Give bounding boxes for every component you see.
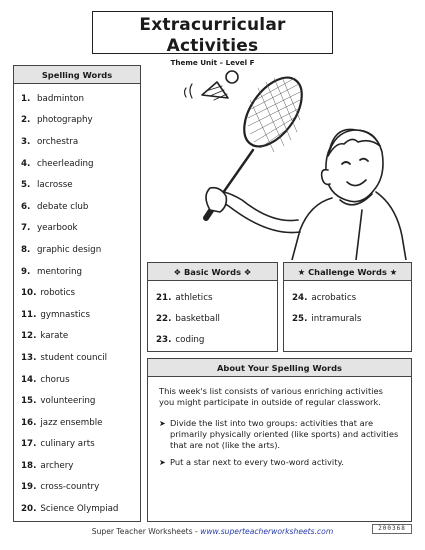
title-box (92, 11, 333, 67)
about-words-heading: About Your Spelling Words (148, 359, 411, 377)
list-item: 6. debate club (21, 201, 89, 212)
list-item: 13. student council (21, 352, 108, 363)
footer-link[interactable]: www.superteacherworksheets.com (200, 527, 334, 536)
list-item: 22. basketball (156, 313, 220, 324)
arrow-icon: ➤ (159, 418, 166, 428)
footer-prefix: Super Teacher Worksheets - (91, 527, 201, 536)
about-intro: This week's list consists of various enriching activities you might participate in outside of regular classwork. (159, 386, 383, 408)
list-item: 15. volunteering (21, 396, 96, 407)
list-item: 24. acrobatics (292, 292, 357, 303)
spelling-words-list (14, 84, 140, 520)
instruction-item (159, 418, 400, 452)
shuttlecock-icon (185, 71, 239, 100)
spelling-words-panel (13, 65, 141, 522)
challenge-words-list (284, 281, 411, 329)
boy-head (322, 129, 383, 201)
list-item: 12. karate (21, 331, 69, 342)
list-item: 11. gymnastics (21, 309, 90, 320)
instruction-text: Put a star next to every two-word activity. (170, 457, 344, 468)
worksheet-code: 200368 (372, 524, 412, 534)
page-subtitle: Theme Unit – Level F (170, 58, 255, 67)
challenge-words-panel (283, 262, 412, 352)
badminton-boy-illustration (150, 60, 412, 260)
basic-words-heading: ❖ Basic Words ❖ (148, 263, 277, 281)
about-words-body (148, 377, 411, 469)
basic-words-list (148, 281, 277, 350)
boy-body (206, 188, 406, 260)
footer (0, 527, 425, 536)
list-item: 9. mentoring (21, 266, 83, 277)
list-item: 4. cheerleading (21, 158, 94, 169)
list-item: 1. badminton (21, 93, 84, 104)
spelling-words-heading: Spelling Words (14, 66, 140, 84)
about-words-panel (147, 358, 412, 522)
list-item: 17. culinary arts (21, 439, 95, 450)
arrow-icon: ➤ (159, 458, 166, 468)
list-item: 20. Science Olympiad (21, 504, 119, 515)
list-item: 5. lacrosse (21, 180, 73, 191)
basic-words-panel (147, 262, 278, 352)
list-item: 19. cross-country (21, 482, 100, 493)
list-item: 18. archery (21, 460, 74, 471)
list-item: 7. yearbook (21, 223, 78, 234)
instruction-text: Divide the list into two groups: activities that are primarily physically oriented (like sports) and activities that are not (like the arts). (170, 417, 399, 451)
list-item: 10. robotics (21, 288, 76, 299)
list-item: 16. jazz ensemble (21, 417, 103, 428)
list-item: 21. athletics (156, 292, 213, 303)
list-item: 25. intramurals (292, 313, 362, 324)
list-item: 3. orchestra (21, 136, 79, 147)
instruction-item (159, 457, 400, 468)
list-item: 8. graphic design (21, 244, 102, 255)
challenge-words-heading: ★ Challenge Words ★ (284, 263, 411, 281)
page-title: Extracurricular Activities (139, 15, 286, 56)
list-item: 14. chorus (21, 374, 70, 385)
list-item: 2. photography (21, 115, 93, 126)
list-item: 23. coding (156, 334, 205, 345)
